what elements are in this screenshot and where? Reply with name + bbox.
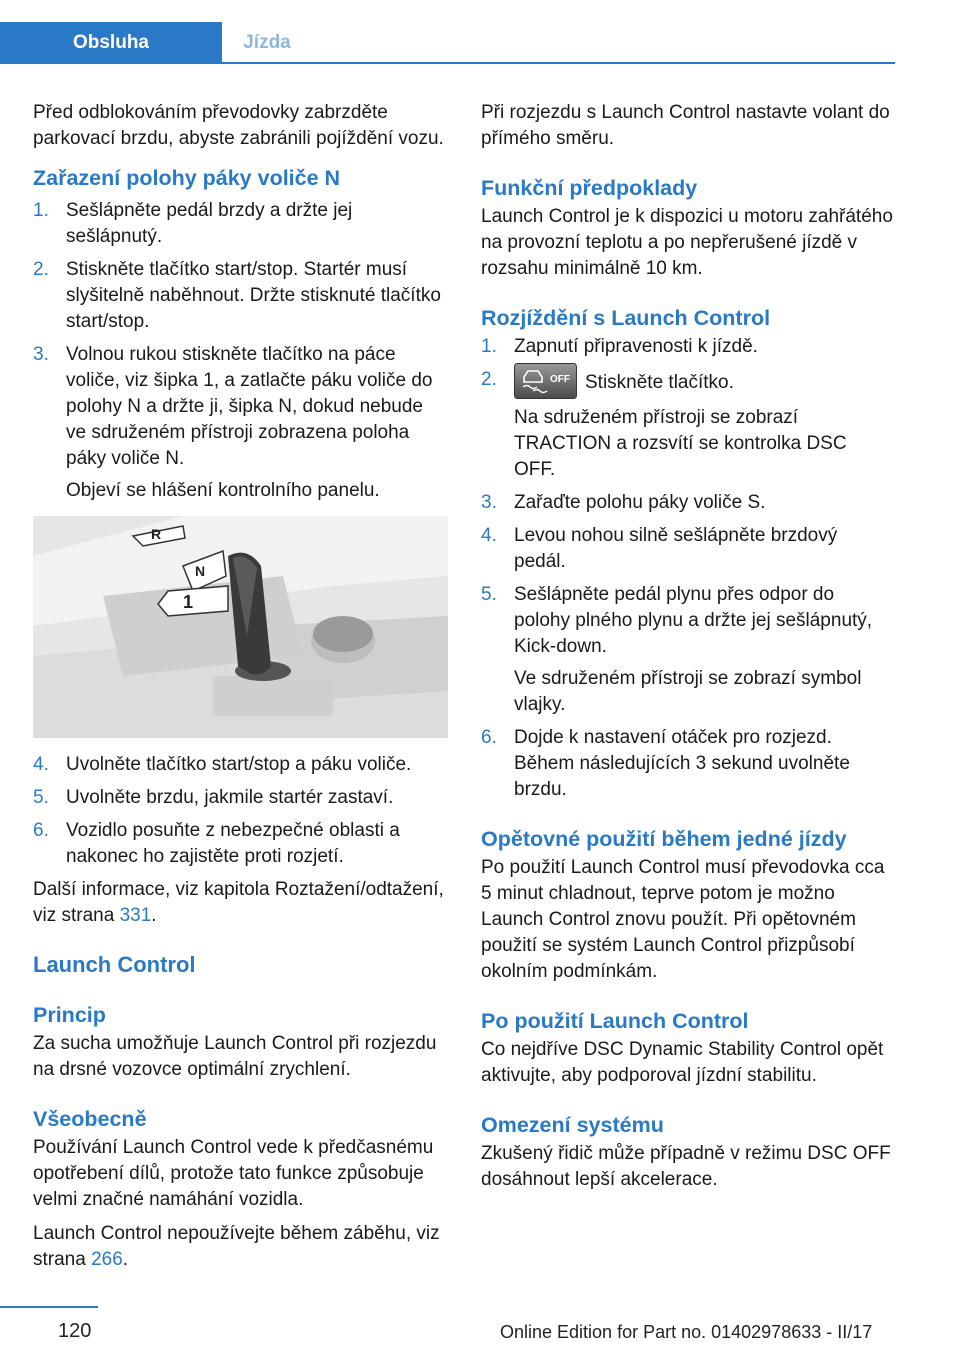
section-heading-opetovne: Opětovné použití během jedné jízdy [481, 827, 847, 851]
list-item: 6. Vozidlo posuňte z nebezpečné oblasti a nakonec ho zajistěte proti rozjetí. [33, 820, 400, 867]
tab-obsluha[interactable]: Obsluha [0, 22, 222, 62]
arrow-label-1: 1 [183, 592, 194, 612]
list-item: 2. OFF Stiskněte tlačítko. Na sdruženém přístroji se zobrazí TRACTION a rozsvítí se kontrolka DSC OFF. [481, 367, 893, 483]
princip-paragraph: Za sucha umožňuje Launch Control při rozjezdu na drsné vozovce optimální zrychlení. [33, 1033, 437, 1080]
section-heading-omezeni: Omezení systému [481, 1113, 664, 1137]
gear-selector-illustration [33, 516, 448, 738]
list-item: 3. Volnou rukou stiskněte tlačítko na páce voliče, viz šipka 1, a zatlačte páku voliče do polohy N a držte ji, šipka N, dokud nebude ve sdruženém přístroji zobrazena poloha páky voliče N. Objeví se hlášení kontrolního panelu. [33, 342, 448, 504]
list-item: 5. Uvolněte brzdu, jakmile startér zastaví. [33, 787, 394, 808]
vseobecne-paragraph-2: Launch Control nepoužívejte během záběhu, viz strana 266. [33, 1223, 440, 1270]
list-item: 4. Uvolněte tlačítko start/stop a páku voliče. [33, 754, 412, 775]
section-heading-launch-control: Launch Control [33, 952, 196, 977]
arrow-label-n: N [195, 563, 206, 579]
step-note: Ve sdruženém přístroji se zobrazí symbol vlajky. [514, 668, 862, 715]
arrow-label-r: R [151, 526, 162, 542]
step-note: Objeví se hlášení kontrolního panelu. [66, 480, 380, 501]
left-column [33, 100, 448, 1281]
footer-divider [0, 1306, 98, 1308]
dsc-off-button-icon [514, 363, 577, 399]
n-steps-list [33, 198, 448, 504]
section-heading-po-pouziti: Po použití Launch Control [481, 1009, 749, 1033]
right-intro-paragraph: Při rozjezdu s Launch Control nastavte volant do přímého směru. [481, 102, 890, 149]
section-heading-vseobecne: Všeobecně [33, 1107, 147, 1131]
list-item: 4. Levou nohou silně sešlápněte brzdový pedál. [481, 525, 838, 572]
section-heading-funkcni: Funkční předpoklady [481, 176, 698, 200]
list-item: 5. Sešlápněte pedál plynu přes odpor do polohy plného plynu a držte jej sešlápnutý, Kick-down. Ve sdruženém přístroji se zobrazí symbol vlajky. [481, 582, 893, 718]
list-item: 1. Zapnutí připravenosti k jízdě. [481, 336, 758, 357]
list-item: 6. Dojde k nastavení otáček pro rozjezd. Během následujících 3 sekund uvolněte brzdu. [481, 727, 850, 800]
step-note: Na sdruženém přístroji se zobrazí TRACTION a rozsvítí se kontrolka DSC OFF. [514, 407, 847, 480]
dsc-off-button-label: OFF [550, 374, 570, 385]
opetovne-paragraph: Po použití Launch Control musí převodovka cca 5 minut chladnout, teprve potom je možno Launch Control znovu použít. Při opětovném použití se systém Launch Control přizpůsobí okolním podmínkám. [481, 857, 885, 982]
page-number: 120 [58, 1320, 92, 1342]
edition-footer: Online Edition for Part no. 01402978633 - II/17 [500, 1322, 873, 1342]
section-heading-n: Zařazení polohy páky voliče N [33, 166, 341, 190]
launch-steps-list [481, 334, 893, 803]
vseobecne-paragraph: Používání Launch Control vede k předčasnému opotřebení dílů, protože tato funkce způsobuje velmi značné namáhání vozidla. [33, 1137, 434, 1210]
section-heading-rozjizdeni: Rozjíždění s Launch Control [481, 306, 771, 330]
chapter-tabs [0, 22, 895, 64]
list-item: 1. Sešlápněte pedál brzdy a držte jej sešlápnutý. [33, 200, 353, 247]
right-column [481, 100, 893, 1201]
n-steps-list-continued [33, 752, 448, 870]
page-link-331[interactable]: 331 [119, 905, 152, 926]
funkcni-paragraph: Launch Control je k dispozici u motoru zahřátého na provozní teplotu a po nepřerušené jízdě v rozsahu minimálně 10 km. [481, 206, 893, 279]
list-item: 2. Stiskněte tlačítko start/stop. Startér musí slyšitelně naběhnout. Držte stisknuté tlačítko start/stop. [33, 259, 441, 332]
tab-jizda[interactable]: Jízda [243, 32, 291, 53]
po-pouziti-paragraph: Co nejdříve DSC Dynamic Stability Control opět aktivujte, aby podporoval jízdní stabilitu. [481, 1039, 884, 1086]
more-info-paragraph: Další informace, viz kapitola Roztažení/odtažení, viz strana 331. [33, 879, 444, 926]
list-item: 3. Zařaďte polohu páky voliče S. [481, 492, 766, 513]
section-heading-princip: Princip [33, 1003, 106, 1027]
intro-paragraph: Před odblokováním převodovky zabrzděte parkovací brzdu, abyste zabránili pojíždění vozu. [33, 102, 444, 149]
page-link-266[interactable]: 266 [91, 1249, 123, 1270]
omezeni-paragraph: Zkušený řidič může případně v režimu DSC OFF dosáhnout lepší akcelerace. [481, 1143, 891, 1190]
